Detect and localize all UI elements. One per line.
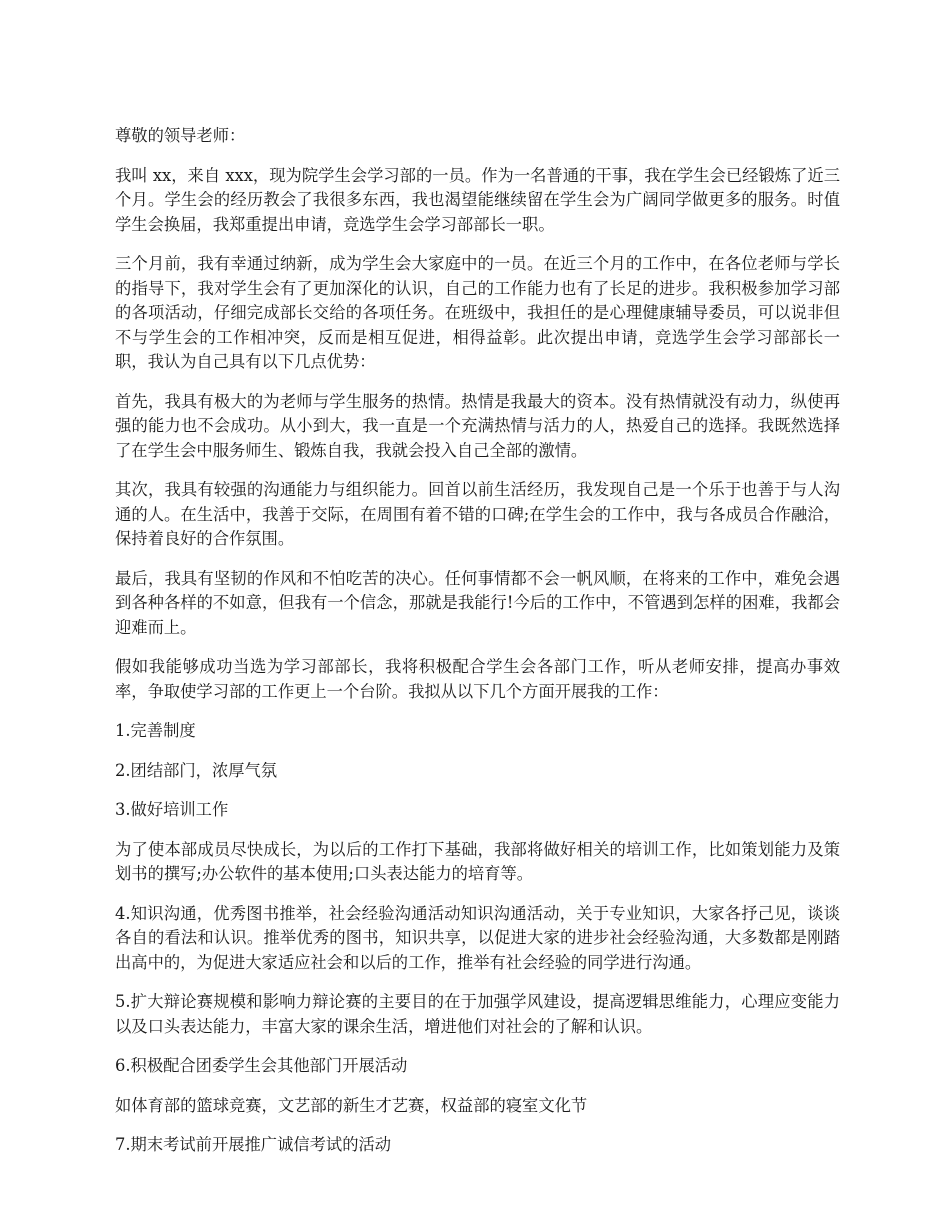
plan-item-3: 3.做好培训工作: [115, 800, 229, 819]
plan-item-3-detail: 为了使本部成员尽快成长，为以后的工作打下基础，我部将做好相关的培训工作，比如策划能力及策划书的撰写;办公软件的基本使用;口头表达能力的培育等。: [115, 839, 840, 883]
document-body: [115, 124, 840, 1173]
plan-item-2: 2.团结部门，浓厚气氛: [115, 760, 278, 780]
plan-item-6: 6.积极配合团委学生会其他部门开展活动: [115, 1056, 408, 1075]
paragraph-third-advantage: 最后，我具有坚韧的作风和不怕吃苦的决心。任何事情都不会一帆风顺，在将来的工作中，难免会遇到各种各样的不如意，但我有一个信念，那就是我能行!今后的工作中，不管遇到怎样的困难，我都会迎难而上。: [115, 568, 840, 637]
plan-item-4: 4.知识沟通，优秀图书推举，社会经验沟通活动知识沟通活动，关于专业知识，大家各抒己见，谈谈各自的看法和认识。推举优秀的图书，知识共享，以促进大家的进步社会经验沟通，大多数都是刚踏出高中的，为促进大家适应社会和以后的工作，推举有社会经验的同学进行沟通。: [115, 903, 840, 972]
plan-item-1: 1.完善制度: [115, 721, 196, 740]
paragraph-second-advantage: 其次，我具有较强的沟通能力与组织能力。回首以前生活经历，我发现自己是一个乐于也善于与人沟通的人。在生活中，我善于交际，在周围有着不错的口碑;在学生会的工作中，我与各成员合作融洽，保持着良好的合作氛围。: [115, 480, 840, 548]
greeting: 尊敬的领导老师：: [115, 126, 246, 145]
paragraph-plan-intro: 假如我能够成功当选为学习部部长，我将积极配合学生会各部门工作，听从老师安排，提高办事效率，争取使学习部的工作更上一个台阶。我拟从以下几个方面开展我的工作：: [115, 657, 840, 701]
plan-item-5: 5.扩大辩论赛规模和影响力辩论赛的主要目的在于加强学风建设，提高逻辑思维能力，心理应变能力以及口头表达能力，丰富大家的课余生活，增进他们对社会的了解和认识。: [115, 992, 840, 1036]
paragraph-first-advantage: 首先，我具有极大的为老师与学生服务的热情。热情是我最大的资本。没有热情就没有动力，纵使再强的能力也不会成功。从小到大，我一直是一个充满热情与活力的人，热爱自己的选择。我既然选择了在学生会中服务师生、锻炼自我，我就会投入自己全部的激情。: [115, 391, 840, 460]
plan-item-7: 7.期末考试前开展推广诚信考试的活动: [115, 1135, 392, 1154]
paragraph-intro: 我叫 xx，来自 xxx，现为院学生会学习部的一员。作为一名普通的干事，我在学生会已经锻炼了近三个月。学生会的经历教会了我很多东西，我也渴望能继续留在学生会为广阔同学做更多的服务。时值学生会换届，我郑重提出申请，竞选学生会学习部部长一职。: [115, 165, 840, 234]
plan-item-6-detail: 如体育部的篮球竞赛，文艺部的新生才艺赛，权益部的寝室文化节: [115, 1095, 588, 1115]
paragraph-experience: 三个月前，我有幸通过纳新，成为学生会大家庭中的一员。在近三个月的工作中，在各位老师与学长的指导下，我对学生会有了更加深化的认识，自己的工作能力也有了长足的进步。我积极参加学习部的各项活动，仔细完成部长交给的各项任务。在班级中，我担任的是心理健康辅导委员，可以说非但不与学生会的工作相冲突，反而是相互促进，相得益彰。此次提出申请，竞选学生会学习部部长一职，我认为自己具有以下几点优势：: [115, 254, 840, 371]
